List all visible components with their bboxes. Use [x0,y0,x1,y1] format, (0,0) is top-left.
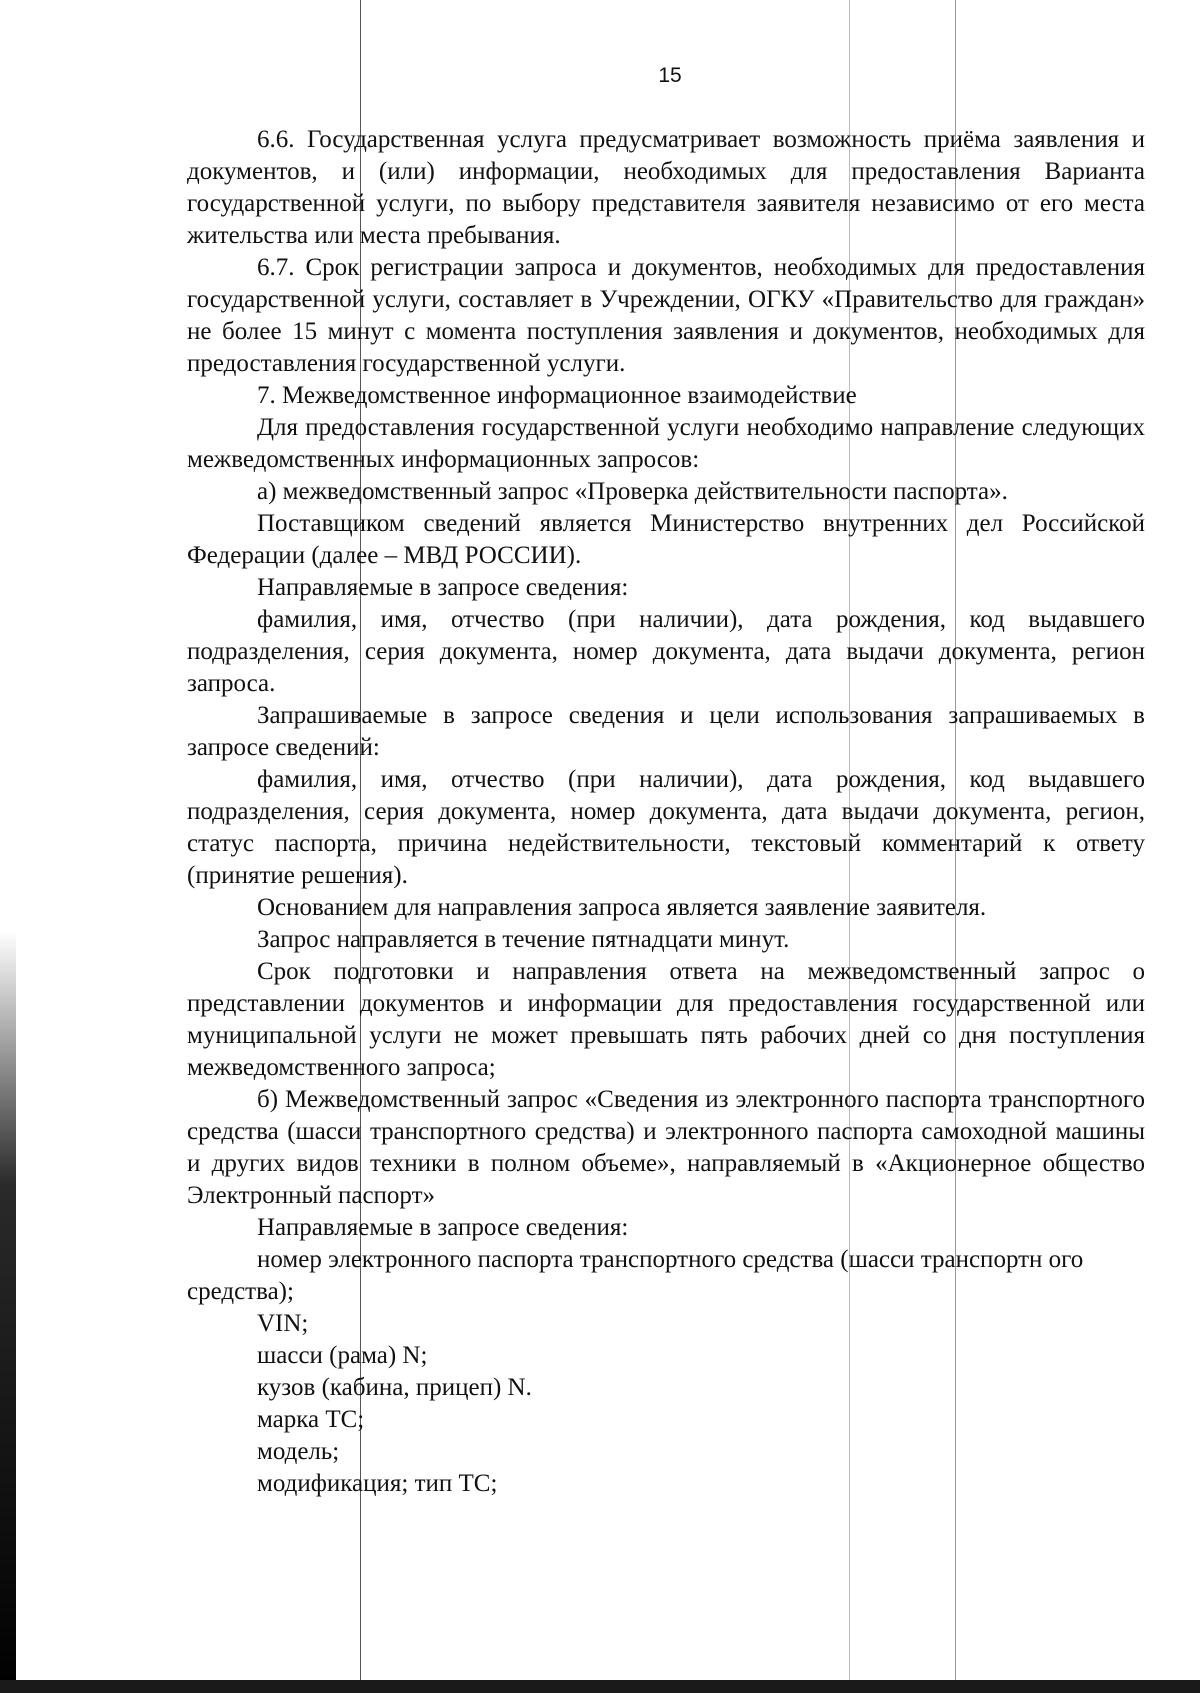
paragraph: фамилия, имя, отчество (при наличии), дата рождения, код выдавшего подразделения, серия документа, номер документа, дата выдачи документа, регион запроса. [187,606,1145,697]
paragraph: Запрашиваемые в запросе сведения и цели использования запрашиваемых в запросе сведений: [187,702,1145,761]
page-number: 15 [658,64,682,87]
document-body [187,124,1145,1500]
list-item: модель; [257,1438,340,1465]
list-item: модификация; тип ТС; [257,1470,498,1497]
list-item: марка ТС; [257,1406,365,1433]
paragraph: Основанием для направления запроса является заявление заявителя. [257,894,987,921]
scan-edge-shadow [0,0,16,1693]
paragraph-6-6: 6.6. Государственная услуга предусматривает возможность приёма заявления и документов, и (или) информации, необходимых для предоставления Варианта государственной услуги, по выбору представителя заявителя независимо от его места жительства или места пребывания. [187,126,1145,249]
list-item: кузов (кабина, прицеп) N. [257,1374,532,1401]
paragraph: Для предоставления государственной услуги необходимо направление следующих межведомственных информационных запросов: [187,414,1145,473]
paragraph: фамилия, имя, отчество (при наличии), дата рождения, код выдавшего подразделения, серия документа, номер документа, дата выдачи документа, регион, статус паспорта, причина недействительности, текстовый комментарий к ответу (принятие решения). [187,766,1145,889]
paragraph-6-7: 6.7. Срок регистрации запроса и документов, необходимых для предоставления государственной услуги, составляет в Учреждении, ОГКУ «Правительство для граждан» не более 15 минут с момента поступления заявления и документов, необходимых для предоставления государственной услуги. [187,254,1145,377]
paragraph: Поставщиком сведений является Министерство внутренних дел Российской Федерации (далее – МВД РОССИИ). [187,510,1145,569]
paragraph: б) Межведомственный запрос «Сведения из электронного паспорта транспортного средства (шасси транспортного средства) и электронного паспорта самоходной машины и других видов техники в полном объеме», направляемый в «Акционерное общество Электронный паспорт» [187,1086,1145,1209]
paragraph: а) межведомственный запрос «Проверка действительности паспорта». [257,478,1008,505]
list-item: шасси (рама) N; [257,1342,428,1369]
paragraph: Запрос направляется в течение пятнадцати минут. [257,926,790,953]
paragraph: Направляемые в запросе сведения: [257,574,629,601]
list-item: VIN; [257,1310,309,1337]
paragraph: Направляемые в запросе сведения: [257,1214,629,1241]
scan-edge-shadow [0,1680,1200,1693]
section-heading-7: 7. Межведомственное информационное взаимодействие [257,382,857,409]
paragraph: Срок подготовки и направления ответа на межведомственный запрос о представлении документов и информации для предоставления государственной или муниципальной услуги не может превышать пять рабочих дней со дня поступления межведомственного запроса; [187,958,1145,1081]
paragraph: номер электронного паспорта транспортного средства (шасси транспортн ого средства); [187,1246,1084,1305]
